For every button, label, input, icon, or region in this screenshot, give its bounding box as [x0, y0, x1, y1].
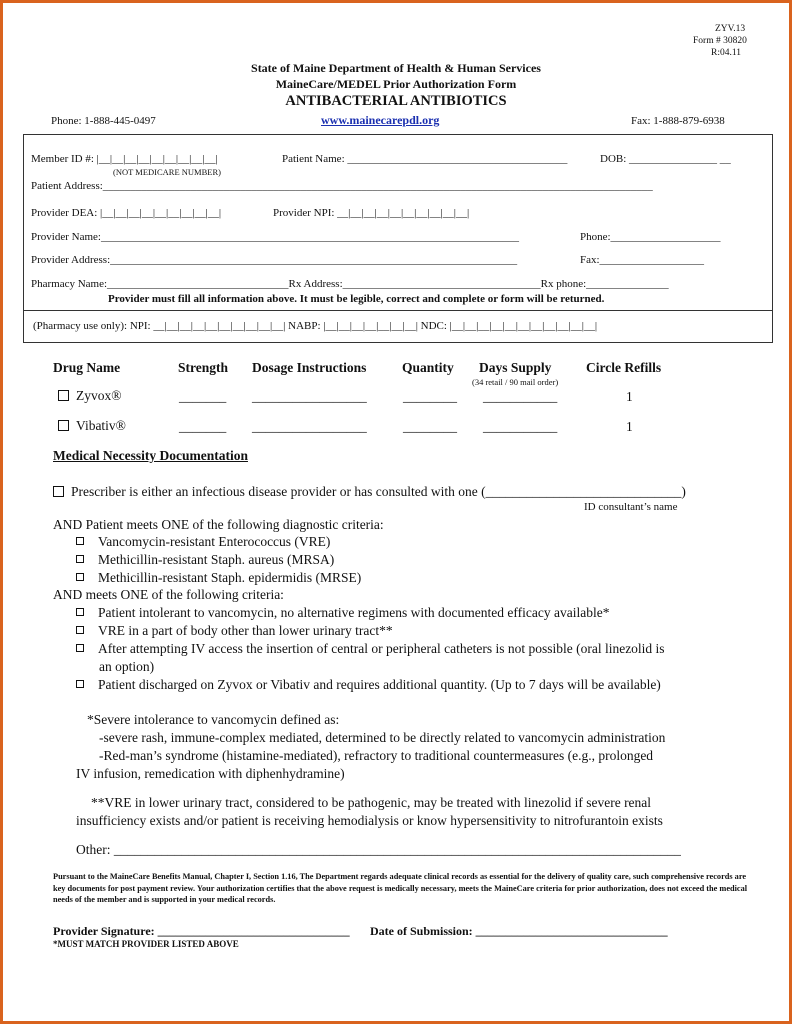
patient-name-field[interactable]: Patient Name: ________________________________________ — [282, 153, 568, 165]
col-dosage: Dosage Instructions — [252, 360, 367, 375]
patient-address-field[interactable]: Patient Address:____________________________________________________________________________________________________ — [31, 180, 653, 192]
provider-signature-field[interactable]: Provider Signature: ________________________________ — [53, 924, 350, 938]
vibativ-checkbox[interactable] — [58, 420, 69, 431]
header-fax: Fax: 1-888-879-6938 — [631, 115, 725, 127]
vre-note-1: **VRE in lower urinary tract, considered to be pathogenic, may be treated with linezolid if severe renal — [91, 795, 652, 810]
header-department: State of Maine Department of Health & Human Services — [251, 61, 541, 75]
legal-text: Pursuant to the MaineCare Benefits Manual, Chapter I, Section 1.16, The Department regards adequate clinical records as essential for the delivery of quality care, such comprehensive records are key documents for post payment review. Your authorization certifies that the above request is medically necessary, meets the MaineCare criteria for prior authorization, does not exceed the medical needs of the member and is supported in your medical records. — [53, 872, 748, 904]
col-drug-name: Drug Name — [53, 360, 121, 375]
vre-note-2: insufficiency exists and/or patient is receiving hemodialysis or know hypersensitivity to nitrofurantoin exists — [76, 813, 663, 828]
must-match-note: *MUST MATCH PROVIDER LISTED ABOVE — [53, 939, 239, 949]
header-website-link[interactable]: www.mainecarepdl.org — [321, 113, 440, 127]
severe-note-2: -Red-man’s syndrome (histamine-mediated), refractory to traditional countermeasures (e.g., prolonged — [99, 748, 654, 763]
discharged-checkbox[interactable] — [76, 680, 84, 688]
dob-field[interactable]: DOB: ________________ __ — [600, 153, 731, 165]
criterion-text: Patient discharged on Zyvox or Vibativ and requires additional quantity. (Up to 7 days will be available) — [98, 677, 661, 692]
refills-value[interactable]: 1 — [626, 389, 633, 404]
strength-field[interactable]: _______ — [179, 389, 227, 404]
criterion-text: VRE in a part of body other than lower urinary tract** — [98, 623, 393, 638]
dosage-field[interactable]: _________________ — [252, 419, 367, 434]
prescriber-row — [53, 484, 686, 500]
zyvox-checkbox[interactable] — [58, 390, 69, 401]
list-item — [76, 677, 661, 693]
severe-title: *Severe intolerance to vancomycin defined as: — [87, 712, 340, 727]
prescriber-checkbox[interactable] — [53, 486, 64, 497]
col-quantity: Quantity — [402, 360, 454, 375]
info-box-divider — [23, 310, 773, 311]
list-item — [76, 641, 665, 657]
provider-name-field[interactable]: Provider Name:____________________________________________________________________________ — [31, 231, 519, 243]
drug-name: Zyvox® — [76, 388, 122, 403]
intolerant-checkbox[interactable] — [76, 608, 84, 616]
criterion-continuation: an option) — [99, 659, 155, 674]
list-item — [76, 623, 393, 639]
prescriber-text: Prescriber is either an infectious disease provider or has consulted with one (_____________________________) — [71, 484, 686, 499]
col-strength: Strength — [178, 360, 229, 375]
other-field[interactable]: Other: ____________________________________________________________________________________ — [76, 842, 681, 857]
dosage-field[interactable]: _________________ — [252, 389, 367, 404]
and-criteria-2: AND meets ONE of the following criteria: — [53, 587, 284, 602]
table-row — [58, 418, 126, 434]
form-code-number: Form # 30820 — [693, 36, 747, 46]
provider-fax-field[interactable]: Fax:___________________ — [580, 254, 705, 266]
header-form-title: MaineCare/MEDEL Prior Authorization Form — [275, 77, 517, 91]
refills-value[interactable]: 1 — [626, 419, 633, 434]
date-of-submission-field[interactable]: Date of Submission: ________________________________ — [370, 924, 668, 938]
criterion-text: Vancomycin-resistant Enterococcus (VRE) — [98, 534, 331, 549]
member-id-field[interactable]: Member ID #: |__|__|__|__|__|__|__|__|__| — [31, 153, 218, 165]
form-code-revision: R:04.11 — [711, 48, 741, 58]
and-criteria-1: AND Patient meets ONE of the following diagnostic criteria: — [53, 517, 384, 532]
quantity-field[interactable]: ________ — [403, 389, 457, 404]
criterion-text: Methicillin-resistant Staph. aureus (MRSA) — [98, 552, 335, 567]
pharmacy-use-fields[interactable]: (Pharmacy use only): NPI: __|__|__|__|__|__|__|__|__|__| NABP: |__|__|__|__|__|__|__| NDC: |__|__|__|__|__|__|__|__|__|__|__| — [33, 320, 598, 332]
not-medicare-note: (NOT MEDICARE NUMBER) — [113, 167, 221, 177]
provider-phone-field[interactable]: Phone:____________________ — [580, 231, 721, 243]
header-category: ANTIBACTERIAL ANTIBIOTICS — [285, 93, 507, 109]
drug-name: Vibativ® — [76, 418, 126, 433]
provider-address-field[interactable]: Provider Address:__________________________________________________________________________ — [31, 254, 518, 266]
list-item — [76, 570, 361, 586]
strength-field[interactable]: _______ — [179, 419, 227, 434]
days-supply-field[interactable]: ___________ — [483, 419, 558, 434]
col-days-supply: Days Supply — [479, 360, 552, 375]
list-item — [76, 534, 330, 550]
severe-note-3: IV infusion, remedication with diphenhydramine) — [76, 766, 345, 781]
days-supply-note: (34 retail / 90 mail order) — [472, 377, 559, 387]
mrsa-checkbox[interactable] — [76, 555, 84, 563]
form-code-version: ZYV.13 — [715, 24, 746, 34]
consultant-label: ID consultant’s name — [584, 501, 678, 513]
criterion-text: Methicillin-resistant Staph. epidermidis (MRSE) — [98, 570, 362, 585]
vre-body-checkbox[interactable] — [76, 626, 84, 634]
provider-notice: Provider must fill all information above. It must be legible, correct and complete or form will be returned. — [108, 293, 605, 305]
table-row — [58, 388, 122, 404]
mrse-checkbox[interactable] — [76, 573, 84, 581]
header-phone: Phone: 1-888-445-0497 — [51, 115, 156, 127]
list-item — [76, 605, 609, 621]
col-circle-refills: Circle Refills — [586, 360, 662, 375]
iv-access-checkbox[interactable] — [76, 644, 84, 652]
criterion-text: After attempting IV access the insertion of central or peripheral catheters is not possible (oral linezolid is — [98, 641, 665, 656]
provider-npi-field[interactable]: Provider NPI: __|__|__|__|__|__|__|__|__|__| — [273, 207, 470, 219]
days-supply-field[interactable]: ___________ — [483, 389, 558, 404]
provider-dea-field[interactable]: Provider DEA: |__|__|__|__|__|__|__|__|__| — [31, 207, 222, 219]
severe-note-1: -severe rash, immune-complex mediated, determined to be directly related to vancomycin administration — [99, 730, 666, 745]
mnd-title: Medical Necessity Documentation — [53, 448, 248, 463]
pharmacy-info-field[interactable]: Pharmacy Name:_________________________________Rx Address:____________________________________Rx phone:_______________ — [31, 278, 669, 290]
quantity-field[interactable]: ________ — [403, 419, 457, 434]
criterion-text: Patient intolerant to vancomycin, no alternative regimens with documented efficacy available* — [98, 605, 610, 620]
list-item — [76, 552, 334, 568]
vre-checkbox[interactable] — [76, 537, 84, 545]
